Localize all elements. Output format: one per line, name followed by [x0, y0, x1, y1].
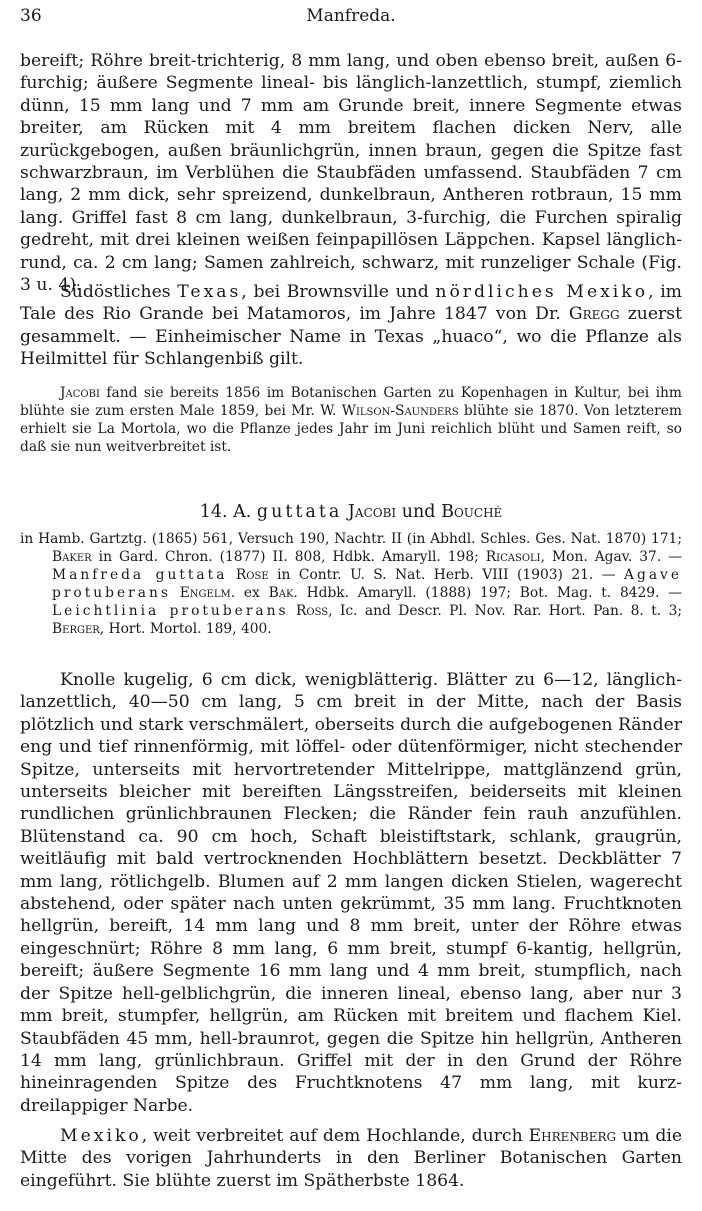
- author-name: Wilson-Saunders: [341, 403, 459, 419]
- text-segment: fand sie bereits 1856 im Botanischen Garten zu Kopenhagen in Kultur, bei ihm blühte sie zum ersten Male 1859, bei Mr. W.: [20, 385, 683, 419]
- synonym: Manfreda guttata: [52, 567, 228, 583]
- distribution-paragraph-2: [20, 1125, 682, 1192]
- text-segment: zuerst gesammelt. — Einheimischer Name in Texas „huaco“, wo die Pflanze als Heilmittel für Schlangenbiß gilt.: [20, 304, 682, 370]
- literature-references: [20, 530, 682, 638]
- distribution-paragraph: [20, 281, 682, 371]
- author-name: Baker: [52, 549, 92, 565]
- species-number: 14. A.: [199, 502, 252, 522]
- text-segment: , weit verbreitet auf dem Hochlande, durch: [141, 1126, 523, 1146]
- text-segment: und: [401, 502, 436, 522]
- author-name: Engelm.: [179, 585, 236, 601]
- species-epithet: guttata: [256, 502, 343, 522]
- author-name: Gregg: [568, 304, 620, 325]
- author-name: Rose: [235, 567, 269, 583]
- author-name: Ross: [296, 603, 329, 619]
- paragraph: Knolle kugelig, 6 cm dick, wenigblätterig. Blätter zu 6—12, länglich-lanzettlich, 40—50 cm lang, 5 cm breit in der Mitte, nach der Basis plötzlich und stark verschmälert, oberseits durch die aufgebogenen Ränder eng und tief rinnenförmig, mit löffel- oder dütenförmiger, nicht stechender Spitze, unterseits mit hervortretender Mittelrippe, mattglänzend grün, unterseits bleicher mit bereiften Längsstreifen, beiderseits mit kleinen rundlichen grünlichbraunen Flecken; die Ränder fein rauh anzufühlen. Blütenstand ca. 90 cm hoch, Schaft bleistiftstark, schlank, graugrün, weitläufig mit bald vertrocknenden Hochblättern besetzt. Deckblätter 7 mm lang, rötlichgelb. Blumen auf 2 mm langen dicken Stielen, wagerecht abstehend, oder später nach unten gekrümmt, 35 mm lang. Fruchtknoten hellgrün, bereift, 14 mm lang und 8 mm breit, unter der Röhre etwas eingeschnürt; Röhre 8 mm lang, 6 mm breit, stumpf 6-kantig, hellgrün, bereift; äußere Segmente 16 mm lang und 4 mm breit, stumpflich, nach der Spitze hell-gelblichgrün, die inneren lineal, ebenso lang, aber nur 3 mm breit, stumpfer, hellgrün, am Rücken mit breitem und flachem Kiel. Staubfäden 45 mm, hell-braunrot, gegen die Spitze hin hellgrün, Antheren 14 mm lang, grünlichbraun. Griffel mit der in den Grund der Röhre hineinragenden Spitze des Fruchtknotens 47 mm lang, mit kurz-dreilappiger Narbe.: [20, 670, 682, 1116]
- author-name: Ricasoli: [485, 549, 541, 565]
- text-segment: , bei Brownsville und: [241, 282, 429, 302]
- text-segment: in Gard. Chron. (1877) II. 808, Hdbk. Amaryll. 198;: [98, 549, 479, 565]
- text-segment: , Hort. Mortol. 189, 400.: [99, 621, 272, 637]
- species-description: [20, 669, 682, 1117]
- running-head: Manfreda.: [306, 6, 396, 26]
- text-segment: , im Tale des Rio Grande bei Matamoros, im Jahre 1847 von Dr.: [20, 282, 682, 325]
- description-continued: [20, 50, 682, 296]
- region-spaced: Texas: [177, 282, 242, 302]
- author-name: Ehrenberg: [528, 1126, 617, 1146]
- text-segment: Hdbk. Amaryll. (1888) 197; Bot. Mag. t. 8429. —: [306, 585, 682, 601]
- page-header: [20, 6, 682, 30]
- region-text: Südöstliches: [60, 282, 171, 302]
- cultivation-note: [20, 384, 682, 456]
- text-segment: in Contr. U. S. Nat. Herb. VIII (1903) 21. —: [277, 567, 616, 583]
- species-heading: [20, 502, 682, 522]
- region-spaced: Mexiko: [60, 1126, 142, 1146]
- synonym: Leichtlinia protuberans: [52, 603, 289, 619]
- text-segment: ex: [243, 585, 260, 601]
- synonym: Agave protuberans: [52, 567, 683, 601]
- paragraph: bereift; Röhre breit-trichterig, 8 mm lang, und oben ebenso breit, außen 6-furchig; äußere Segmente lineal- bis länglich-lanzettlich, stumpf, ziemlich dünn, 15 mm lang und 7 mm am Grunde breit, innere Segmente etwas breiter, am Rücken mit 4 mm breitem flachen dicken Nerv, alle zurückgebogen, außen bräunlichgrün, innen braun, gegen die Spitze fast schwarzbraun, im Verblühen die Staubfäden umfassend. Staubfäden 7 cm lang, 2 mm dick, sehr spreizend, dunkelbraun, Antheren rotbraun, 15 mm lang. Griffel fast 8 cm lang, dunkelbraun, 3-furchig, die Furchen spiralig gedreht, mit drei kleinen weißen feinpapillösen Läppchen. Kapsel länglich-rund, ca. 2 cm lang; Samen zahlreich, schwarz, mit runzeliger Schale (Fig. 3 u. 4).: [20, 51, 682, 296]
- author-name: Jacobi: [60, 385, 100, 401]
- author-name: Jacobi: [347, 502, 397, 522]
- text-segment: blühte sie 1870. Von letzterem erhielt sie La Mortola, wo die Pflanze jedes Jahr im Juni reichlich blüht und Samen reift, so daß sie nun weitverbreitet ist.: [20, 403, 683, 455]
- region-spaced: nördliches Mexiko: [435, 282, 649, 302]
- text-segment: , Ic. and Descr. Pl. Nov. Rar. Hort. Pan. 8. t. 3;: [328, 603, 682, 619]
- author-name: Bak.: [268, 585, 298, 601]
- text-segment: in Hamb. Gartztg. (1865) 561, Versuch 190, Nachtr. II (in Abhdl. Schles. Ges. Nat. 1870) 171;: [20, 531, 682, 547]
- text-segment: , Mon. Agav. 37. —: [540, 549, 683, 565]
- author-name: Bouché: [441, 502, 503, 522]
- text-segment: um die Mitte des vorigen Jahrhunderts in den Berliner Botanischen Garten eingeführt. Sie blühte zuerst im Spätherbste 1864.: [20, 1126, 682, 1191]
- author-name: Berger: [52, 621, 100, 637]
- page-number: 36: [20, 6, 42, 26]
